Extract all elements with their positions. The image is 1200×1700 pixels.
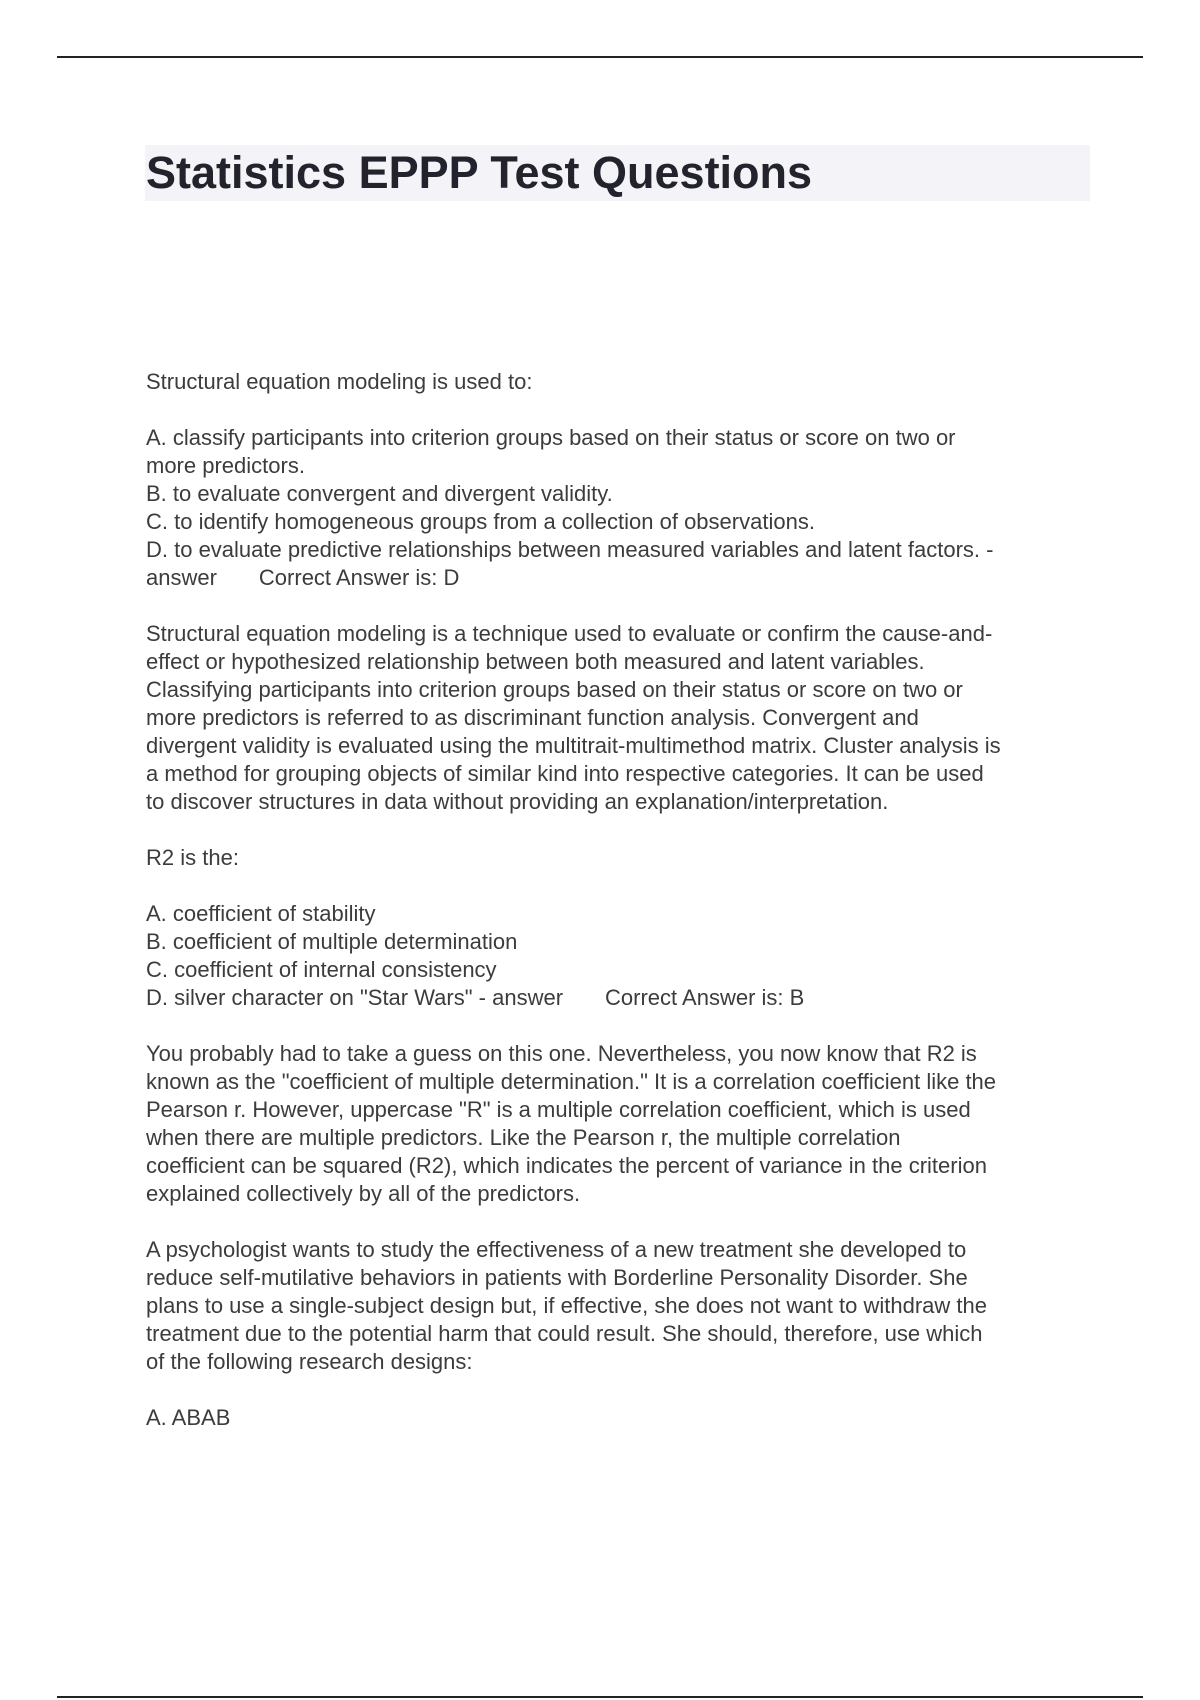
explanation-line: Structural equation modeling is a technique used to evaluate or confirm the cause-and- [146,621,993,646]
document-body [146,368,1091,1432]
question-text-line: plans to use a single-subject design but, if effective, she does not want to withdraw the [146,1293,987,1318]
explanation-line: effect or hypothesized relationship between both measured and latent variables. [146,649,925,674]
explanation-line: coefficient can be squared (R2), which indicates the percent of variance in the criterion [146,1153,987,1178]
option-c: C. coefficient of internal consistency [146,957,497,982]
explanation-line: when there are multiple predictors. Like the Pearson r, the multiple correlation [146,1125,901,1150]
explanation-line: explained collectively by all of the predictors. [146,1181,581,1206]
option-a: A. ABAB [146,1405,231,1430]
answer-word: answer [146,565,217,590]
question-text-line: of the following research designs: [146,1349,473,1374]
option-a: A. coefficient of stability [146,901,376,926]
option-c: C. to identify homogeneous groups from a collection of observations. [146,509,815,534]
explanation-line: known as the "coefficient of multiple determination." It is a correlation coefficient like the [146,1069,997,1094]
explanation-line: You probably had to take a guess on this one. Nevertheless, you now know that R2 is [146,1041,977,1066]
correct-answer: Correct Answer is: B [605,985,805,1010]
question-text: Structural equation modeling is used to: [146,369,533,394]
option-d: D. to evaluate predictive relationships between measured variables and latent factors. - [146,537,994,562]
option-b: B. coefficient of multiple determination [146,929,518,954]
explanation-line: more predictors is referred to as discriminant function analysis. Convergent and [146,705,919,730]
question-text-line: reduce self-mutilative behaviors in patients with Borderline Personality Disorder. She [146,1265,968,1290]
question-text: R2 is the: [146,845,239,870]
question-1 [146,368,1091,816]
question-text-line: A psychologist wants to study the effectiveness of a new treatment she developed to [146,1237,967,1262]
page-title: Statistics EPPP Test Questions [146,147,813,198]
option-b: B. to evaluate convergent and divergent validity. [146,481,613,506]
correct-answer: Correct Answer is: D [258,565,460,590]
header-rule [57,56,1143,58]
option-a-continued: more predictors. [146,453,305,478]
option-d-text: D. silver character on "Star Wars" - answer [146,985,564,1010]
explanation-line: to discover structures in data without providing an explanation/interpretation. [146,789,889,814]
explanation-line: divergent validity is evaluated using the multitrait-multimethod matrix. Cluster analysis is [146,733,1001,758]
question-2 [146,844,1091,1208]
option-a: A. classify participants into criterion groups based on their status or score on two or [146,425,956,450]
explanation-line: a method for grouping objects of similar kind into respective categories. It can be used [146,761,984,786]
option-d [146,984,1091,1012]
explanation-line: Pearson r. However, uppercase "R" is a multiple correlation coefficient, which is used [146,1097,971,1122]
explanation-line: Classifying participants into criterion groups based on their status or score on two or [146,677,963,702]
question-3 [146,1236,1091,1432]
question-text-line: treatment due to the potential harm that could result. She should, therefore, use which [146,1321,983,1346]
answer-line [146,564,1091,592]
footer-rule [57,1696,1143,1698]
